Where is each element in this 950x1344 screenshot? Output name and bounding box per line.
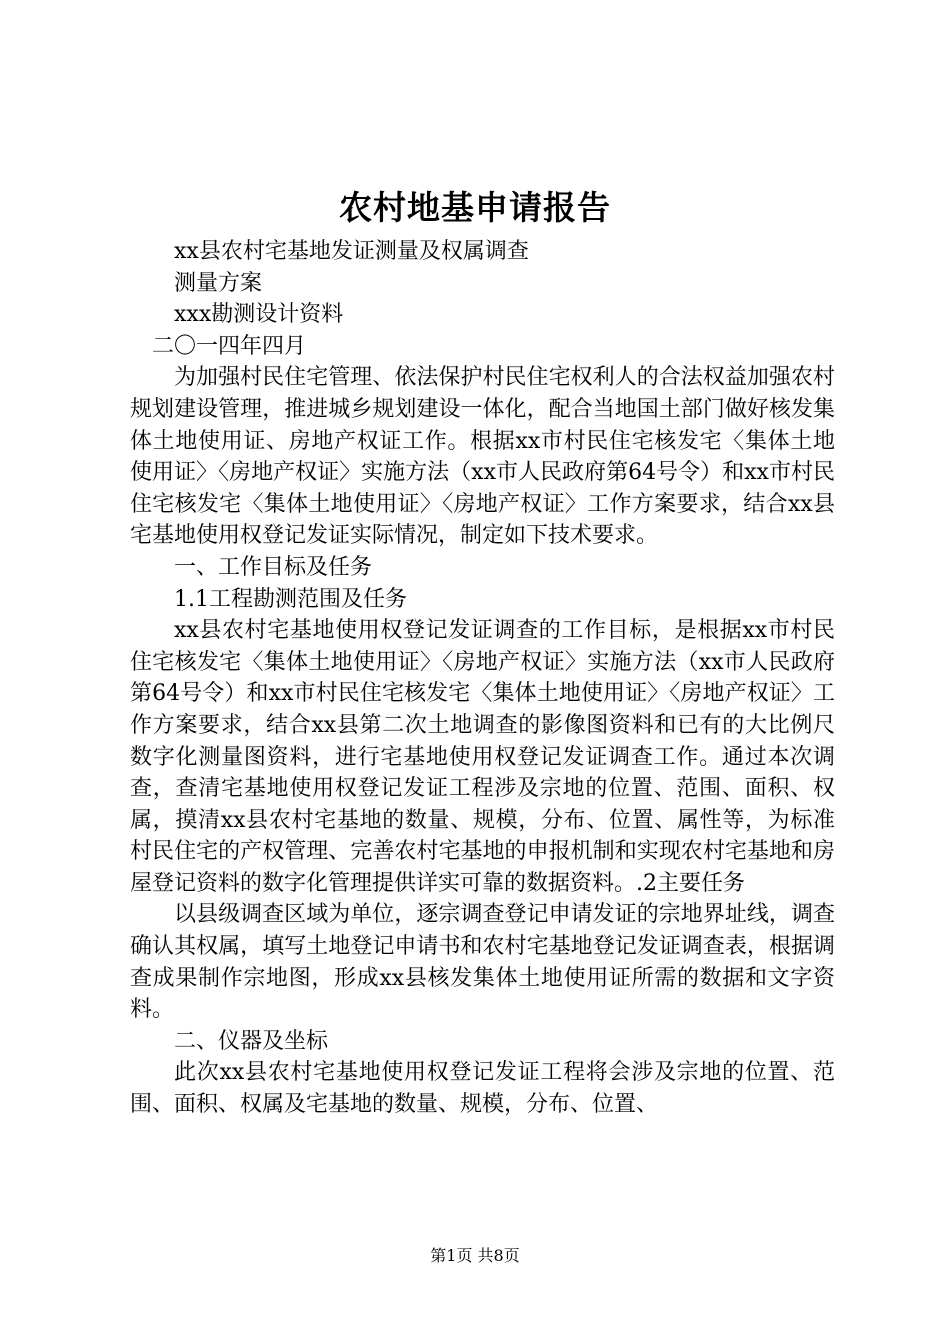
- paragraph-tasks: 以县级调查区域为单位，逐宗调查登记申请发证的宗地界址线，调查确认其权属，填写土地登记申请书和农村宅基地登记发证调查表，根据调查成果制作宗地图，形成xx县核发集体土地使用证所需的数据和文字资料。: [130, 902, 835, 1023]
- paragraph-intro: 为加强村民住宅管理、依法保护村民住宅权利人的合法权益加强农村规划建设管理，推进城乡规划建设一体化，配合当地国土部门做好核发集体土地使用证、房地产权证工作。根据xx市村民住宅核发宅〈集体土地使用证〉〈房地产权证〉实施方法（xx市人民政府第64号令）和xx市村民住宅核发宅〈集体土地使用证〉〈房地产权证〉工作方案要求，结合xx县宅基地使用权登记发证实际情况，制定如下技术要求。: [130, 365, 835, 549]
- section-heading-instruments: 二、仪器及坐标: [174, 1028, 329, 1054]
- paragraph-subtitle: xx县农村宅基地发证测量及权属调查: [174, 239, 529, 264]
- subsection-heading-scope: 1.1工程勘测范围及任务: [174, 586, 407, 612]
- paragraph-date: 二〇一四年四月: [152, 333, 307, 359]
- paragraph-organization: xxx勘测设计资料: [174, 302, 344, 328]
- paragraph-instruments: 此次xx县农村宅基地使用权登记发证工程将会涉及宗地的位置、范围、面积、权属及宅基地的数量、规模，分布、位置、: [130, 1060, 835, 1118]
- paragraph-plan: 测量方案: [174, 270, 263, 296]
- page-footer: 第1页 共8页: [430, 1246, 520, 1265]
- document-body: [130, 236, 835, 1121]
- section-heading-goals: 一、工作目标及任务: [174, 554, 373, 580]
- paragraph-scope: xx县农村宅基地使用权登记发证调查的工作目标，是根据xx市村民住宅核发宅〈集体土地使用证〉〈房地产权证〉实施方法（xx市人民政府第64号令）和xx市村民住宅核发宅〈集体土地使用证〉〈房地产权证〉工作方案要求，结合xx县第二次土地调查的影像图资料和已有的大比例尺数字化测量图资料，进行宅基地使用权登记发证调查工作。通过本次调查，查清宅基地使用权登记发证工程涉及宗地的位置、范围、面积、权属，摸清xx县农村宅基地的数量、规模，分布、位置、属性等，为标准村民住宅的产权管理、完善农村宅基地的申报机制和实现农村宅基地和房屋登记资料的数字化管理提供详实可靠的数据资料。.2主要任务: [130, 618, 835, 896]
- document-title: 农村地基申请报告: [339, 188, 611, 227]
